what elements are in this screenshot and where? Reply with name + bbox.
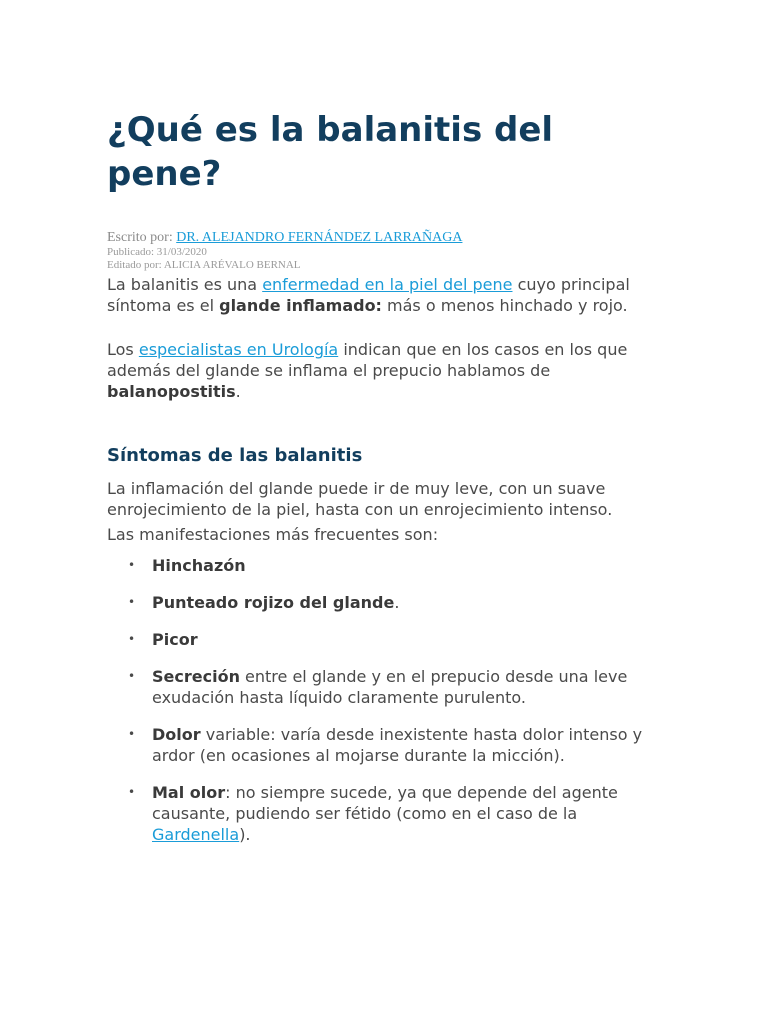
list-item: [128, 592, 667, 613]
page-title: ¿Qué es la balanitis del pene?: [107, 110, 554, 194]
article-meta: [107, 230, 667, 272]
urology-link[interactable]: especialistas en Urología: [138, 340, 339, 359]
bullet-icon: •: [128, 727, 136, 741]
author-link[interactable]: DR. ALEJANDRO FERNÁNDEZ LARRAÑAGA: [176, 230, 463, 245]
symptoms-heading: Síntomas de las balanitis: [107, 445, 363, 466]
edited-by: Editado por: ALICIA ARÉVALO BERNAL: [107, 259, 301, 271]
list-item: [128, 782, 667, 845]
intro-text-1: La balanitis es una: [107, 275, 263, 294]
specialists-paragraph: [107, 339, 667, 402]
skin-disease-link[interactable]: enfermedad en la piel del pene: [262, 275, 513, 294]
intro-paragraph: [107, 274, 667, 316]
symptoms-list: [107, 555, 667, 845]
intro-text-2: cuyo principal síntoma es el: [107, 275, 630, 315]
gardenella-link[interactable]: Gardenella: [152, 825, 240, 844]
list-item: [128, 724, 667, 766]
list-item-text-after: ).: [239, 825, 251, 844]
article: [107, 108, 667, 861]
list-item-bold: Picor: [152, 630, 198, 649]
intro-bold: glande inflamado:: [219, 296, 382, 315]
list-item: [128, 555, 667, 576]
published-date: Publicado: 31/03/2020: [107, 246, 207, 258]
bullet-icon: •: [128, 669, 136, 683]
list-item-text: variable: varía desde inexistente hasta dolor intenso y ardor (en ocasiones al mojarse durante la micción).: [152, 725, 643, 765]
list-item-bold: Mal olor: [152, 783, 226, 802]
para2-text-2: indican que en los casos en los que además del glande se inflama el prepucio hablamos de: [107, 340, 628, 380]
bullet-icon: •: [128, 558, 136, 572]
bullet-icon: •: [128, 595, 136, 609]
list-item-bold: Hinchazón: [152, 556, 246, 575]
list-item-text: entre el glande y en el prepucio desde una leve exudación hasta líquido claramente purulento.: [152, 667, 628, 707]
list-item-bold: Secreción: [152, 667, 240, 686]
inflammation-paragraph: La inflamación del glande puede ir de muy leve, con un suave enrojecimiento de la piel, hasta con un enrojecimiento intenso.: [107, 479, 613, 519]
para2-text-1: Los: [107, 340, 139, 359]
list-item-text: : no siempre sucede, ya que depende del agente causante, pudiendo ser fétido (como en el caso de la: [152, 783, 618, 823]
intro-text-3: más o menos hinchado y rojo.: [381, 296, 628, 315]
para2-text-3: .: [235, 382, 241, 401]
list-item-bold: Punteado rojizo del glande: [152, 593, 395, 612]
list-item-bold: Dolor: [152, 725, 201, 744]
written-by-label: Escrito por:: [107, 230, 173, 245]
list-item: [128, 629, 667, 650]
author-line: [107, 230, 667, 246]
list-item-text: .: [394, 593, 400, 612]
manifestations-intro: Las manifestaciones más frecuentes son:: [107, 525, 439, 544]
bullet-icon: •: [128, 632, 136, 646]
bullet-icon: •: [128, 785, 136, 799]
list-item: [128, 666, 667, 708]
para2-bold: balanopostitis: [107, 382, 236, 401]
